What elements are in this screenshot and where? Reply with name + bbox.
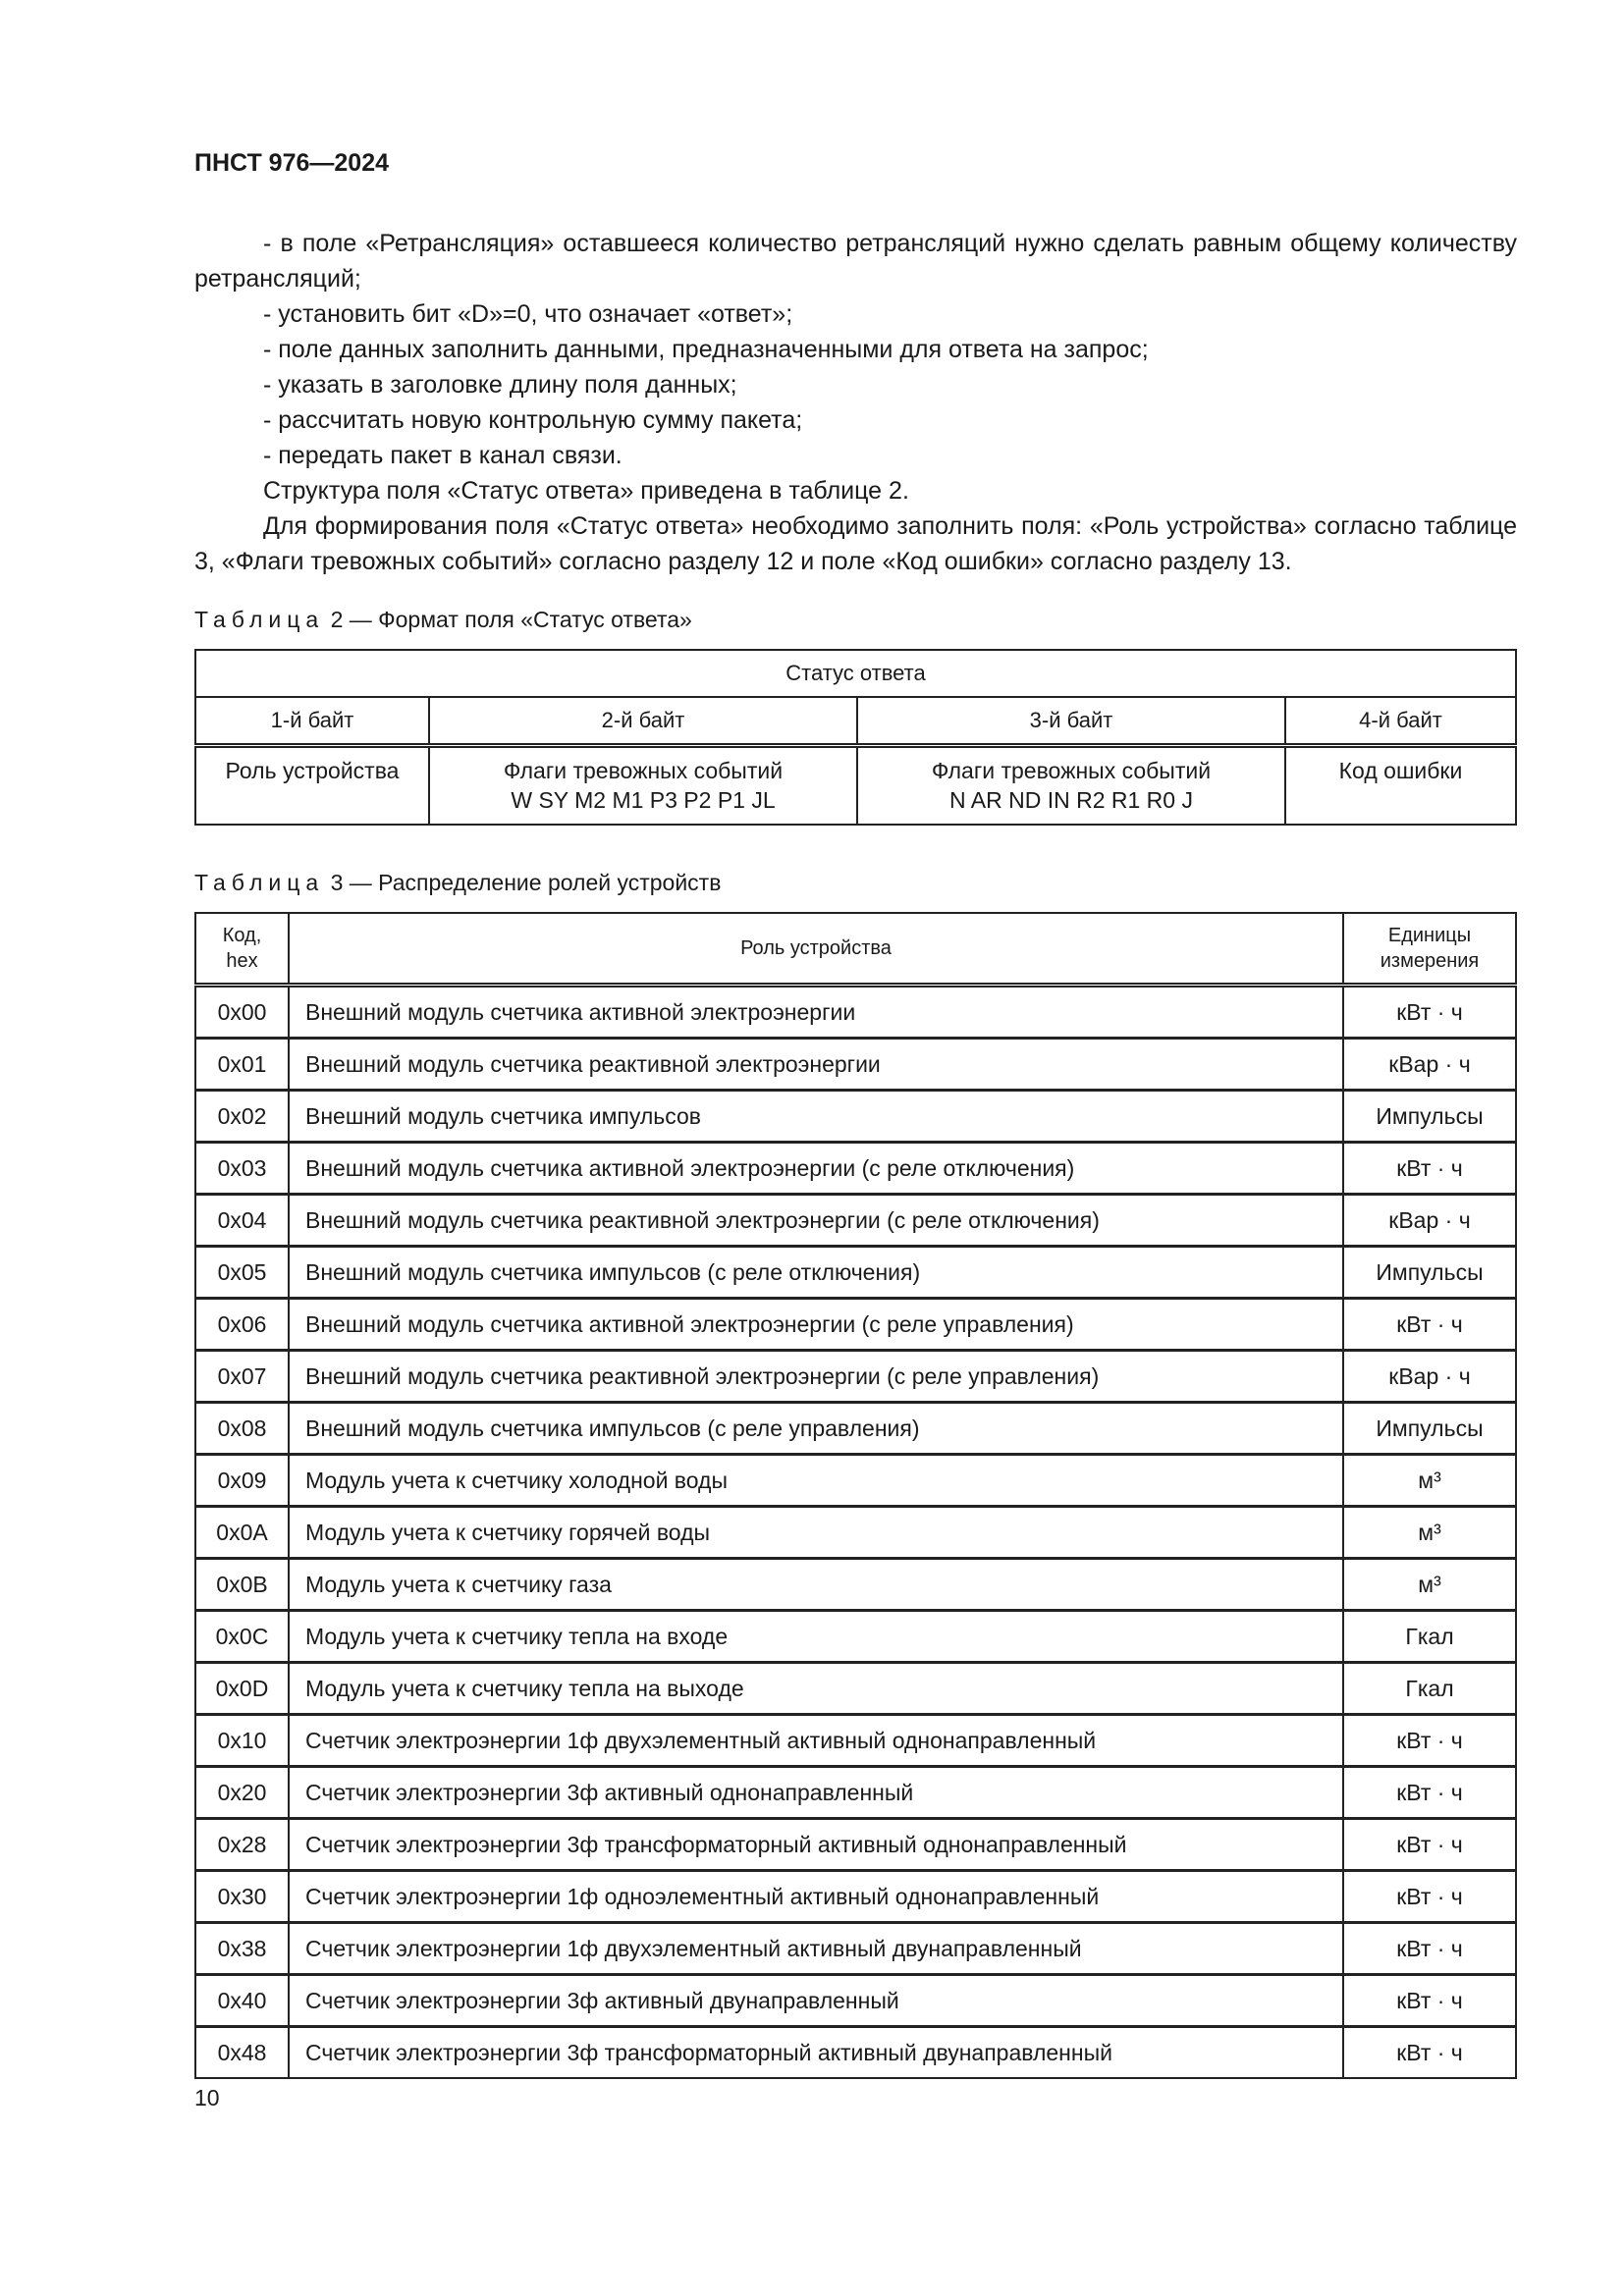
paragraph: - в поле «Ретрансляция» оставшееся количество ретрансляций нужно сделать равным общему количеству ретрансляций; (194, 230, 1517, 293)
table-row (195, 1715, 1516, 1767)
caption-label: Таблица (194, 870, 325, 895)
role-cell: Внешний модуль счетчика реактивной электроэнергии (289, 1039, 1343, 1091)
code-cell: 0x0D (195, 1663, 289, 1715)
code-cell: 0x04 (195, 1195, 289, 1247)
table-row (195, 1923, 1516, 1975)
code-cell: 0x00 (195, 986, 289, 1039)
byte-header: 2-й байт (429, 697, 857, 746)
table-row (195, 1039, 1516, 1091)
unit-cell: кВт · ч (1343, 1299, 1516, 1351)
role-cell: Внешний модуль счетчика импульсов (с реле управления) (289, 1403, 1343, 1455)
table-row (195, 1767, 1516, 1819)
code-cell: 0x20 (195, 1767, 289, 1819)
body-text (194, 226, 1517, 579)
table-row (195, 1351, 1516, 1403)
unit-cell: м³ (1343, 1559, 1516, 1611)
code-cell: 0x10 (195, 1715, 289, 1767)
role-cell: Модуль учета к счетчику горячей воды (289, 1507, 1343, 1559)
table-row (195, 1559, 1516, 1611)
code-cell: 0x0C (195, 1611, 289, 1663)
role-cell: Внешний модуль счетчика реактивной электроэнергии (с реле управления) (289, 1351, 1343, 1403)
role-cell: Модуль учета к счетчику холодной воды (289, 1455, 1343, 1507)
paragraph: - передать пакет в канал связи. (263, 442, 623, 469)
unit-cell: кВар · ч (1343, 1195, 1516, 1247)
paragraph: Структура поля «Статус ответа» приведена в таблице 2. (263, 477, 909, 505)
status-format-table (194, 649, 1517, 826)
unit-cell: кВт · ч (1343, 1715, 1516, 1767)
unit-cell: кВт · ч (1343, 2027, 1516, 2079)
code-cell: 0x06 (195, 1299, 289, 1351)
unit-cell: кВт · ч (1343, 1143, 1516, 1195)
paragraph: Для формирования поля «Статус ответа» необходимо заполнить поля: «Роль устройства» согласно таблице 3, «Флаги тревожных событий» согласно разделу 12 и поле «Код ошибки» согласно разделу 13. (194, 512, 1517, 575)
code-cell: 0x0B (195, 1559, 289, 1611)
role-cell: Модуль учета к счетчику газа (289, 1559, 1343, 1611)
device-roles-table (194, 912, 1517, 2079)
role-cell: Модуль учета к счетчику тепла на входе (289, 1611, 1343, 1663)
header-code: Код, hex (195, 913, 289, 986)
status-cell: Флаги тревожных событий N AR ND IN R2 R1 R0 J (857, 746, 1285, 826)
unit-cell: кВар · ч (1343, 1039, 1516, 1091)
code-cell: 0x48 (195, 2027, 289, 2079)
unit-cell: кВт · ч (1343, 1975, 1516, 2027)
role-cell: Внешний модуль счетчика импульсов (289, 1091, 1343, 1143)
unit-cell: Гкал (1343, 1663, 1516, 1715)
unit-cell: кВт · ч (1343, 1767, 1516, 1819)
code-cell: 0x05 (195, 1247, 289, 1299)
unit-cell: Гкал (1343, 1611, 1516, 1663)
code-cell: 0x08 (195, 1403, 289, 1455)
header-unit: Единицы измерения (1343, 913, 1516, 986)
table-row (195, 1663, 1516, 1715)
code-cell: 0x01 (195, 1039, 289, 1091)
paragraph: - указать в заголовке длину поля данных; (263, 371, 737, 399)
table-row (195, 1299, 1516, 1351)
unit-cell: кВт · ч (1343, 1819, 1516, 1871)
table-row (195, 2027, 1516, 2079)
byte-header: 4-й байт (1285, 697, 1516, 746)
role-cell: Модуль учета к счетчику тепла на выходе (289, 1663, 1343, 1715)
status-cell: Роль устройства (195, 746, 429, 826)
code-cell: 0x0A (195, 1507, 289, 1559)
unit-cell: кВар · ч (1343, 1351, 1516, 1403)
header-role: Роль устройства (289, 913, 1343, 986)
status-cell: Код ошибки (1285, 746, 1516, 826)
table-row (195, 986, 1516, 1039)
table3-caption (194, 870, 721, 896)
unit-cell: Импульсы (1343, 1091, 1516, 1143)
unit-cell: Импульсы (1343, 1403, 1516, 1455)
caption-text: 3 — Распределение ролей устройств (330, 870, 722, 895)
role-cell: Счетчик электроэнергии 1ф одноэлементный активный однонаправленный (289, 1871, 1343, 1923)
caption-label: Таблица (194, 607, 325, 632)
code-cell: 0x28 (195, 1819, 289, 1871)
table-row (195, 1611, 1516, 1663)
code-cell: 0x30 (195, 1871, 289, 1923)
code-cell: 0x03 (195, 1143, 289, 1195)
code-cell: 0x02 (195, 1091, 289, 1143)
byte-header: 1-й байт (195, 697, 429, 746)
document-header: ПНСТ 976—2024 (194, 149, 389, 177)
table-row (195, 1195, 1516, 1247)
paragraph: - рассчитать новую контрольную сумму пакета; (263, 406, 803, 434)
paragraph: - установить бит «D»=0, что означает «ответ»; (263, 300, 793, 328)
code-cell: 0x40 (195, 1975, 289, 2027)
unit-cell: кВт · ч (1343, 986, 1516, 1039)
code-cell: 0x07 (195, 1351, 289, 1403)
unit-cell: кВт · ч (1343, 1923, 1516, 1975)
page-number: 10 (194, 2085, 220, 2110)
table-row (195, 1975, 1516, 2027)
caption-text: 2 — Формат поля «Статус ответа» (330, 607, 692, 632)
byte-header: 3-й байт (857, 697, 1285, 746)
paragraph: - поле данных заполнить данными, предназначенными для ответа на запрос; (263, 336, 1149, 363)
table-row (195, 1455, 1516, 1507)
table-row (195, 1143, 1516, 1195)
unit-cell: кВт · ч (1343, 1871, 1516, 1923)
unit-cell: м³ (1343, 1455, 1516, 1507)
role-cell: Счетчик электроэнергии 3ф активный двунаправленный (289, 1975, 1343, 2027)
role-cell: Внешний модуль счетчика реактивной электроэнергии (с реле отключения) (289, 1195, 1343, 1247)
unit-cell: Импульсы (1343, 1247, 1516, 1299)
unit-cell: м³ (1343, 1507, 1516, 1559)
table-row (195, 1091, 1516, 1143)
role-cell: Внешний модуль счетчика импульсов (с реле отключения) (289, 1247, 1343, 1299)
table-row (195, 1403, 1516, 1455)
role-cell: Внешний модуль счетчика активной электроэнергии (289, 986, 1343, 1039)
role-cell: Счетчик электроэнергии 3ф трансформаторный активный двунаправленный (289, 2027, 1343, 2079)
table-row (195, 1247, 1516, 1299)
role-cell: Счетчик электроэнергии 3ф трансформаторный активный однонаправленный (289, 1819, 1343, 1871)
table2-caption (194, 607, 692, 633)
status-cell: Флаги тревожных событий W SY M2 M1 P3 P2 P1 JL (429, 746, 857, 826)
role-cell: Счетчик электроэнергии 1ф двухэлементный активный двунаправленный (289, 1923, 1343, 1975)
code-cell: 0x38 (195, 1923, 289, 1975)
table-row (195, 1507, 1516, 1559)
role-cell: Счетчик электроэнергии 3ф активный однонаправленный (289, 1767, 1343, 1819)
table-row (195, 1871, 1516, 1923)
table-title: Статус ответа (195, 650, 1516, 697)
role-cell: Внешний модуль счетчика активной электроэнергии (с реле управления) (289, 1299, 1343, 1351)
role-cell: Счетчик электроэнергии 1ф двухэлементный активный однонаправленный (289, 1715, 1343, 1767)
role-cell: Внешний модуль счетчика активной электроэнергии (с реле отключения) (289, 1143, 1343, 1195)
code-cell: 0x09 (195, 1455, 289, 1507)
table-row (195, 1819, 1516, 1871)
